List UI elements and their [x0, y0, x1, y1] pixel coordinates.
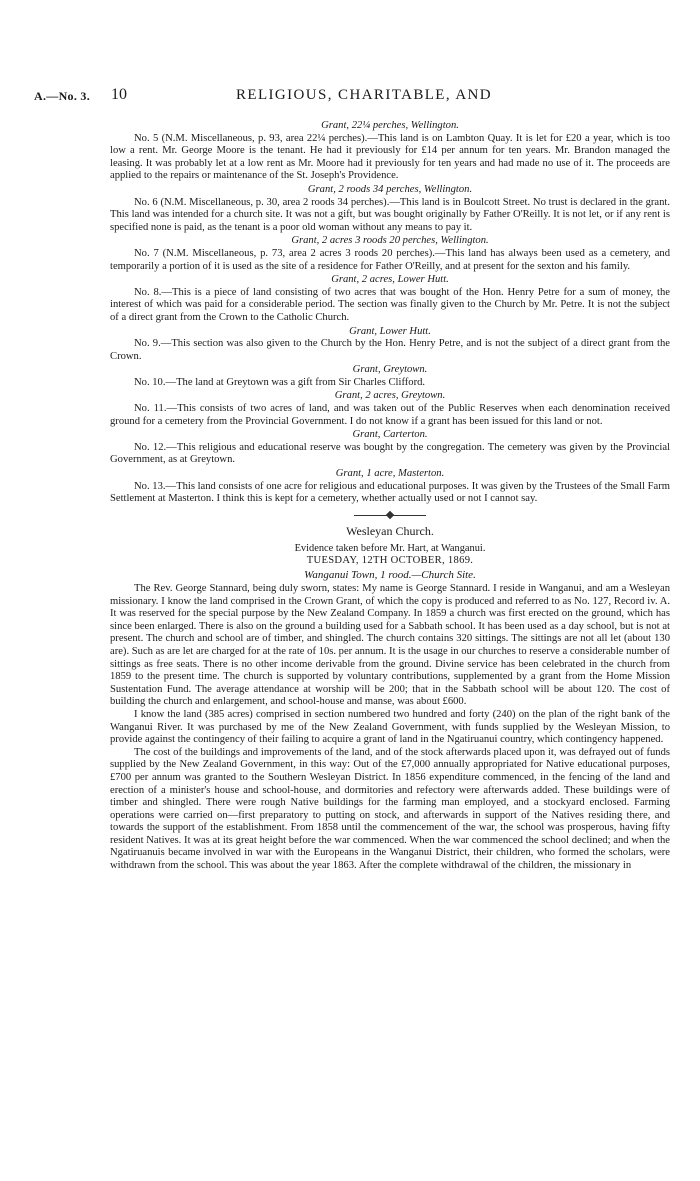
catholic-entry-no-6 [110, 184, 670, 234]
entry-caption: Grant, 2 roods 34 perches, Wellington. [307, 183, 473, 195]
entry-caption: Grant, 2 acres, Greytown. [334, 390, 446, 402]
entry-text: No. 7 (N.M. Miscellaneous, p. 73, area 2 acres 3 roods 20 perches).—This land has always been used as a cemetery, and temporarily a portion of it is used as the site of a residence for Father O'Reilly, and at present for the sexton and his family. [110, 247, 670, 272]
entry-text: No. 10.—The land at Greytown was a gift from Sir Charles Clifford. [134, 376, 426, 388]
entry-caption: Grant, Carterton. [352, 429, 428, 441]
catholic-entry-no-10 [110, 364, 670, 389]
catholic-entry-no-13 [110, 468, 670, 506]
evidence-line: Evidence taken before Mr. Hart, at Wanganui. [294, 542, 486, 554]
section-divider [354, 511, 426, 520]
entry-text: No. 5 (N.M. Miscellaneous, p. 93, area 22¼ perches).—This land is on Lambton Quay. It is let for £20 a year, which is too low a rent. Mr. George Moore is the tenant. He had it previously for £14 per annum for ten years. Mr. Brandon managed the leasing. It was probably let at a low rent as Mr. Moore had it previously for ten years and had made no use of it. The proceeds are applied to the repairs or maintenance of the St. Joseph's Providence. [110, 132, 670, 182]
entry-caption: Grant, 22¼ perches, Wellington. [321, 120, 459, 131]
hearing-date: TUESDAY, 12TH OCTOBER, 1869. [306, 555, 474, 567]
entry-text: No. 9.—This section was also given to the Church by the Hon. Henry Petre, and is not the subject of a direct grant from the Crown. [110, 338, 670, 362]
page-body [110, 120, 670, 873]
entry-caption: Grant, 2 acres, Lower Hutt. [331, 274, 449, 286]
page-number: 10 [111, 86, 127, 103]
testimony-paragraph: The cost of the buildings and improvements of the land, and of the stock afterwards placed upon it, was defrayed out of funds supplied by the New Zealand Government, in this way: Out of the £7,000 annually appropriated for Native educational purposes, £700 per annum was granted to the Southern Wesleyan District. In 1856 expenditure commenced, in the fencing of the land and erection of a minister's house and school-house, and dormitories and refectory were afterwards added. These buildings were of timber and shingled. There were rough Native buildings for the farming man employed, and a stockyard enclosed. Farming operations were carried on—first preparatory to putting on stock, and afterwards in support of the Natives residing there, and towards the support of the establishment. From 1858 until the commencement of the war, the school was prosperous, having fifty resident Natives. It was at its great height before the war commenced. When the war commenced the school declined; and when the Ngatiruanuis became involved in war with the Europeans in the Wanganui District, their children, who formed the scholars, were withdrawn from the school. This was about the year 1863. After the complete withdrawal of the children, the missionary in [110, 746, 670, 872]
wesleyan-section [110, 523, 670, 873]
entry-caption: Grant, Greytown. [352, 364, 428, 376]
diamond-ornament-icon [386, 511, 394, 519]
catholic-entry-no-11 [110, 390, 670, 428]
testimony-paragraph: I know the land (385 acres) comprised in section numbered two hundred and forty (240) on the plan of the right bank of the Wanganui River. It was purchased by me of the New Zealand Government, with funds supplied by the Wesleyan Mission, to provide against the contingency of their failing to acquire a grant of land in the Ngatiruanui country, which contingency happened. [110, 708, 670, 746]
catholic-entry-no-12 [110, 429, 670, 467]
entry-caption: Grant, 1 acre, Masterton. [335, 468, 445, 480]
entry-text: No. 12.—This religious and educational reserve was bought by the congregation. The cemetery was given by the Provincial Government, as at Greytown. [110, 441, 670, 466]
site-caption: Wanganui Town, 1 rood.—Church Site. [304, 569, 476, 581]
entry-text: No. 13.—This land consists of one acre for religious and educational purposes. It was given by the Trustees of the Small Farm Settlement at Masterton. I think this is kept for a cemetery, whether actually used or not I cannot say. [110, 480, 670, 505]
entry-text: No. 6 (N.M. Miscellaneous, p. 30, area 2 roods 34 perches).—This land is in Boulcott Street. No trust is declared in the grant. This land was intended for a church site. It was not a gift, but was bought originally by Father O'Reilly. It is not let, or if any rent is specified none is paid, as the tenant is a poor old woman without any means to pay it. [110, 196, 670, 233]
section-heading: Wesleyan Church. [346, 523, 434, 538]
catholic-entry-no-5 [110, 120, 670, 183]
entry-caption: Grant, 2 acres 3 roods 20 perches, Wellington. [291, 235, 489, 247]
entry-text: No. 8.—This is a piece of land consisting of two acres that was bought of the Hon. Henry Petre for a sum of money, the interest of which was paid for a considerable period. The section was finally given to the Church by Mr. Petre. It is not the subject of a direct grant from the Crown to the Catholic Church. [110, 286, 670, 323]
testimony-paragraph: The Rev. George Stannard, being duly sworn, states: My name is George Stannard. I reside in Wanganui, and am a Wesleyan missionary. I know the land comprised in the Crown Grant, of which the copy is produced and referred to as No. 127, Record iv. A. It was reserved for the special purpose by the New Zealand Company. In 1859 a church was first erected on the ground, which has since been enlarged. There is also on the ground a building used for a Sabbath school. It has been used as a day school, but is not at present. The church and school are of timber, and shingled. The church contains 320 sittings. The sittings are not all let (about 130 are). Such as are let are charged for at the rate of 10s. per annum. It is the usage in our churches to reserve a considerable number of sittings as free seats. There is no other income derivable from the ground. Divine service has been celebrated in the church from 1859 to the present time. The church is supported by voluntary contributions, supplemented by a grant from the Home Mission Sustentation Fund. The average attendance at worship will be 200; that in the Sabbath school will be about 120. The cost of building the church and enlargement, and school-house and manse, was about £600. [110, 583, 670, 708]
document-reference: A.—No. 3. [34, 89, 91, 103]
catholic-entry-no-9 [110, 326, 670, 364]
entry-caption: Grant, Lower Hutt. [349, 325, 431, 337]
entry-text: No. 11.—This consists of two acres of land, and was taken out of the Public Reserves when each denomination received ground for a cemetery from the Provincial Government. I do not know if a grant has been issued for this land or not. [110, 403, 670, 427]
catholic-entry-no-7 [110, 235, 670, 273]
catholic-entry-no-8 [110, 274, 670, 324]
running-header [0, 86, 700, 106]
running-title: RELIGIOUS, CHARITABLE, AND [236, 87, 493, 103]
